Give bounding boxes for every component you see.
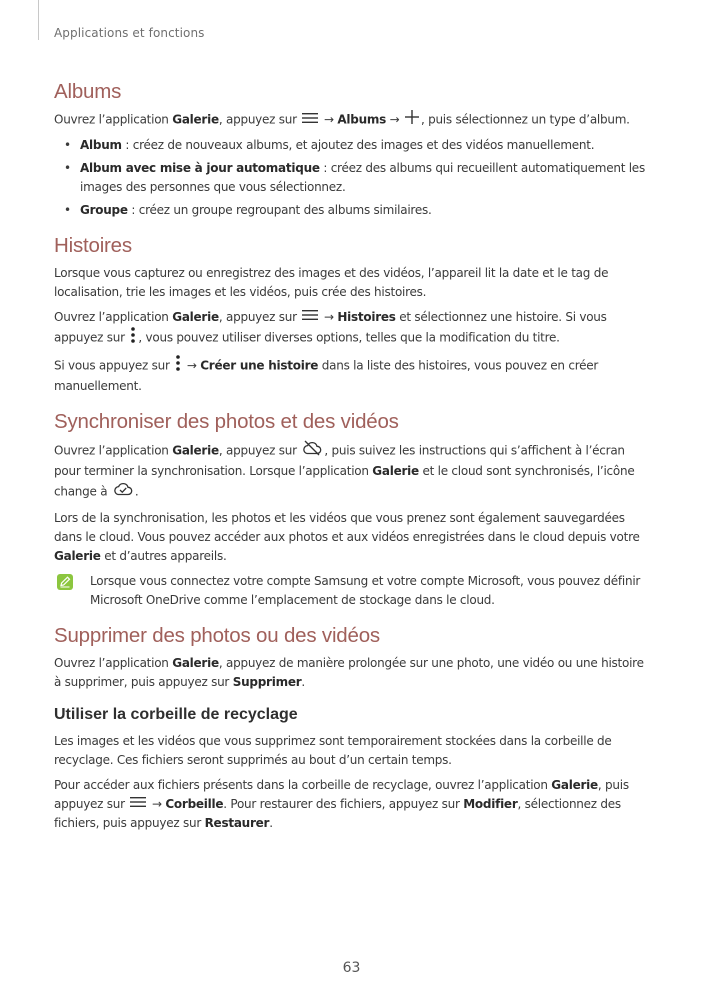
app-name: Galerie xyxy=(372,464,419,478)
section-delete xyxy=(54,624,654,692)
text: . xyxy=(269,816,273,830)
text: . Pour restaurer des fichiers, appuyez sur xyxy=(223,797,464,811)
text: Lors de la synchronisation, les photos et les vidéos que vous prenez sont également sauvegardées dans le cloud. Vous pouvez accéder aux photos et aux vidéos enregistrées dans le cloud depuis votre xyxy=(54,511,640,544)
page-header: Applications et fonctions xyxy=(54,26,205,40)
more-options-icon xyxy=(175,355,181,377)
note-text: Lorsque vous connectez votre compte Samsung et votre compte Microsoft, vous pouvez définir Microsoft OneDrive comme l’emplacement de stockage dans le cloud. xyxy=(90,574,641,607)
text: Ouvrez l’application xyxy=(54,656,173,670)
sync-paragraph-2 xyxy=(54,509,654,566)
text: et sélectionnez une histoire. Si vous appuyez sur xyxy=(54,310,607,345)
albums-types-list xyxy=(54,136,654,220)
text: . xyxy=(301,675,305,689)
text: → xyxy=(183,358,201,373)
app-name: Galerie xyxy=(172,656,219,670)
item-term: Groupe xyxy=(80,203,128,217)
text: Ouvrez l’application xyxy=(54,112,173,127)
item-text: : créez des albums qui recueillent automatiquement les images des personnes que vous sélectionnez. xyxy=(80,161,645,194)
text: , sélectionnez des fichiers, puis appuyez sur xyxy=(54,797,621,830)
note-box xyxy=(54,572,654,610)
menu-option: Créer une histoire xyxy=(200,358,319,373)
menu-option: Restaurer xyxy=(204,816,270,830)
histoires-paragraph-2 xyxy=(54,308,654,349)
section-sync xyxy=(54,410,654,610)
sync-heading: Synchroniser des photos et des vidéos xyxy=(54,410,399,433)
menu-option: Corbeille xyxy=(165,797,224,811)
menu-option: Supprimer xyxy=(232,675,302,689)
menu-option: Histoires xyxy=(337,310,396,324)
page-number: 63 xyxy=(342,960,361,976)
plus-icon xyxy=(405,110,419,130)
item-text: : créez un groupe regroupant des albums similaires. xyxy=(127,203,432,217)
app-name: Galerie xyxy=(172,443,219,458)
histoires-paragraph-1: Lorsque vous capturez ou enregistrez des images et des vidéos, l’appareil lit la date et le tag de localisation, trie les images et les vidéos, puis crée des histoires. xyxy=(54,266,609,299)
item-term: Album avec mise à jour automatique xyxy=(80,161,320,175)
text: et d’autres appareils. xyxy=(100,549,227,563)
text: . xyxy=(134,484,139,499)
cloud-synced-icon xyxy=(113,481,133,503)
text: , appuyez sur xyxy=(218,443,301,458)
trash-heading: Utiliser la corbeille de recyclage xyxy=(54,706,298,723)
header-rule xyxy=(38,0,39,40)
section-histoires xyxy=(54,234,654,396)
page-content xyxy=(54,80,654,847)
text: , puis appuyez sur xyxy=(54,778,629,811)
text: , puis suivez les instructions qui s’affichent à l’écran pour terminer la synchronisation. Lorsque l’application xyxy=(54,443,625,478)
delete-heading: Supprimer des photos ou des vidéos xyxy=(54,624,380,647)
cloud-off-icon xyxy=(302,440,322,462)
albums-intro xyxy=(54,110,654,130)
albums-heading: Albums xyxy=(54,80,122,103)
text: et le cloud sont synchronisés, l’icône change à xyxy=(54,464,635,499)
menu-option: Modifier xyxy=(463,797,518,811)
section-trash xyxy=(54,706,654,833)
more-options-icon xyxy=(130,327,136,349)
list-item xyxy=(54,159,654,197)
bullet: • xyxy=(64,203,71,217)
item-term: Album xyxy=(80,138,122,152)
note-icon xyxy=(56,573,74,595)
text: , appuyez sur xyxy=(218,112,301,127)
histoires-paragraph-3 xyxy=(54,355,654,396)
text: → xyxy=(386,112,403,127)
text: , appuyez sur xyxy=(218,310,301,324)
text: → xyxy=(320,310,338,324)
list-item xyxy=(54,201,654,220)
app-name: Galerie xyxy=(54,549,101,563)
text: Ouvrez l’application xyxy=(54,310,173,324)
trash-paragraph-2 xyxy=(54,776,654,833)
text: Ouvrez l’application xyxy=(54,443,173,458)
app-name: Galerie xyxy=(172,112,219,127)
sync-paragraph-1 xyxy=(54,440,654,503)
histoires-heading: Histoires xyxy=(54,234,132,257)
trash-paragraph-1: Les images et les vidéos que vous supprimez sont temporairement stockées dans la corbeille de recyclage. Ces fichiers seront supprimés au bout d’un certain temps. xyxy=(54,734,612,767)
text: → xyxy=(148,797,166,811)
app-name: Galerie xyxy=(172,310,219,324)
text: , puis sélectionnez un type d’album. xyxy=(420,112,630,127)
delete-paragraph xyxy=(54,654,654,692)
item-text: : créez de nouveaux albums, et ajoutez des images et des vidéos manuellement. xyxy=(121,138,595,152)
section-albums xyxy=(54,80,654,220)
menu-option: Albums xyxy=(337,112,387,127)
text: Si vous appuyez sur xyxy=(54,358,174,373)
bullet: • xyxy=(64,138,71,152)
text: , appuyez de manière prolongée sur une photo, une vidéo ou une histoire à supprimer, puis appuyez sur xyxy=(54,656,644,689)
text: dans la liste des histoires, vous pouvez en créer manuellement. xyxy=(54,358,599,393)
menu-icon xyxy=(302,111,318,130)
list-item xyxy=(54,136,654,155)
menu-icon xyxy=(130,795,146,814)
text: Pour accéder aux fichiers présents dans la corbeille de recyclage, ouvrez l’application xyxy=(54,778,552,792)
text: , vous pouvez utiliser diverses options, telles que la modification du titre. xyxy=(138,330,560,345)
app-name: Galerie xyxy=(551,778,598,792)
text: → xyxy=(320,112,338,127)
menu-icon xyxy=(302,308,318,327)
bullet: • xyxy=(64,161,71,175)
